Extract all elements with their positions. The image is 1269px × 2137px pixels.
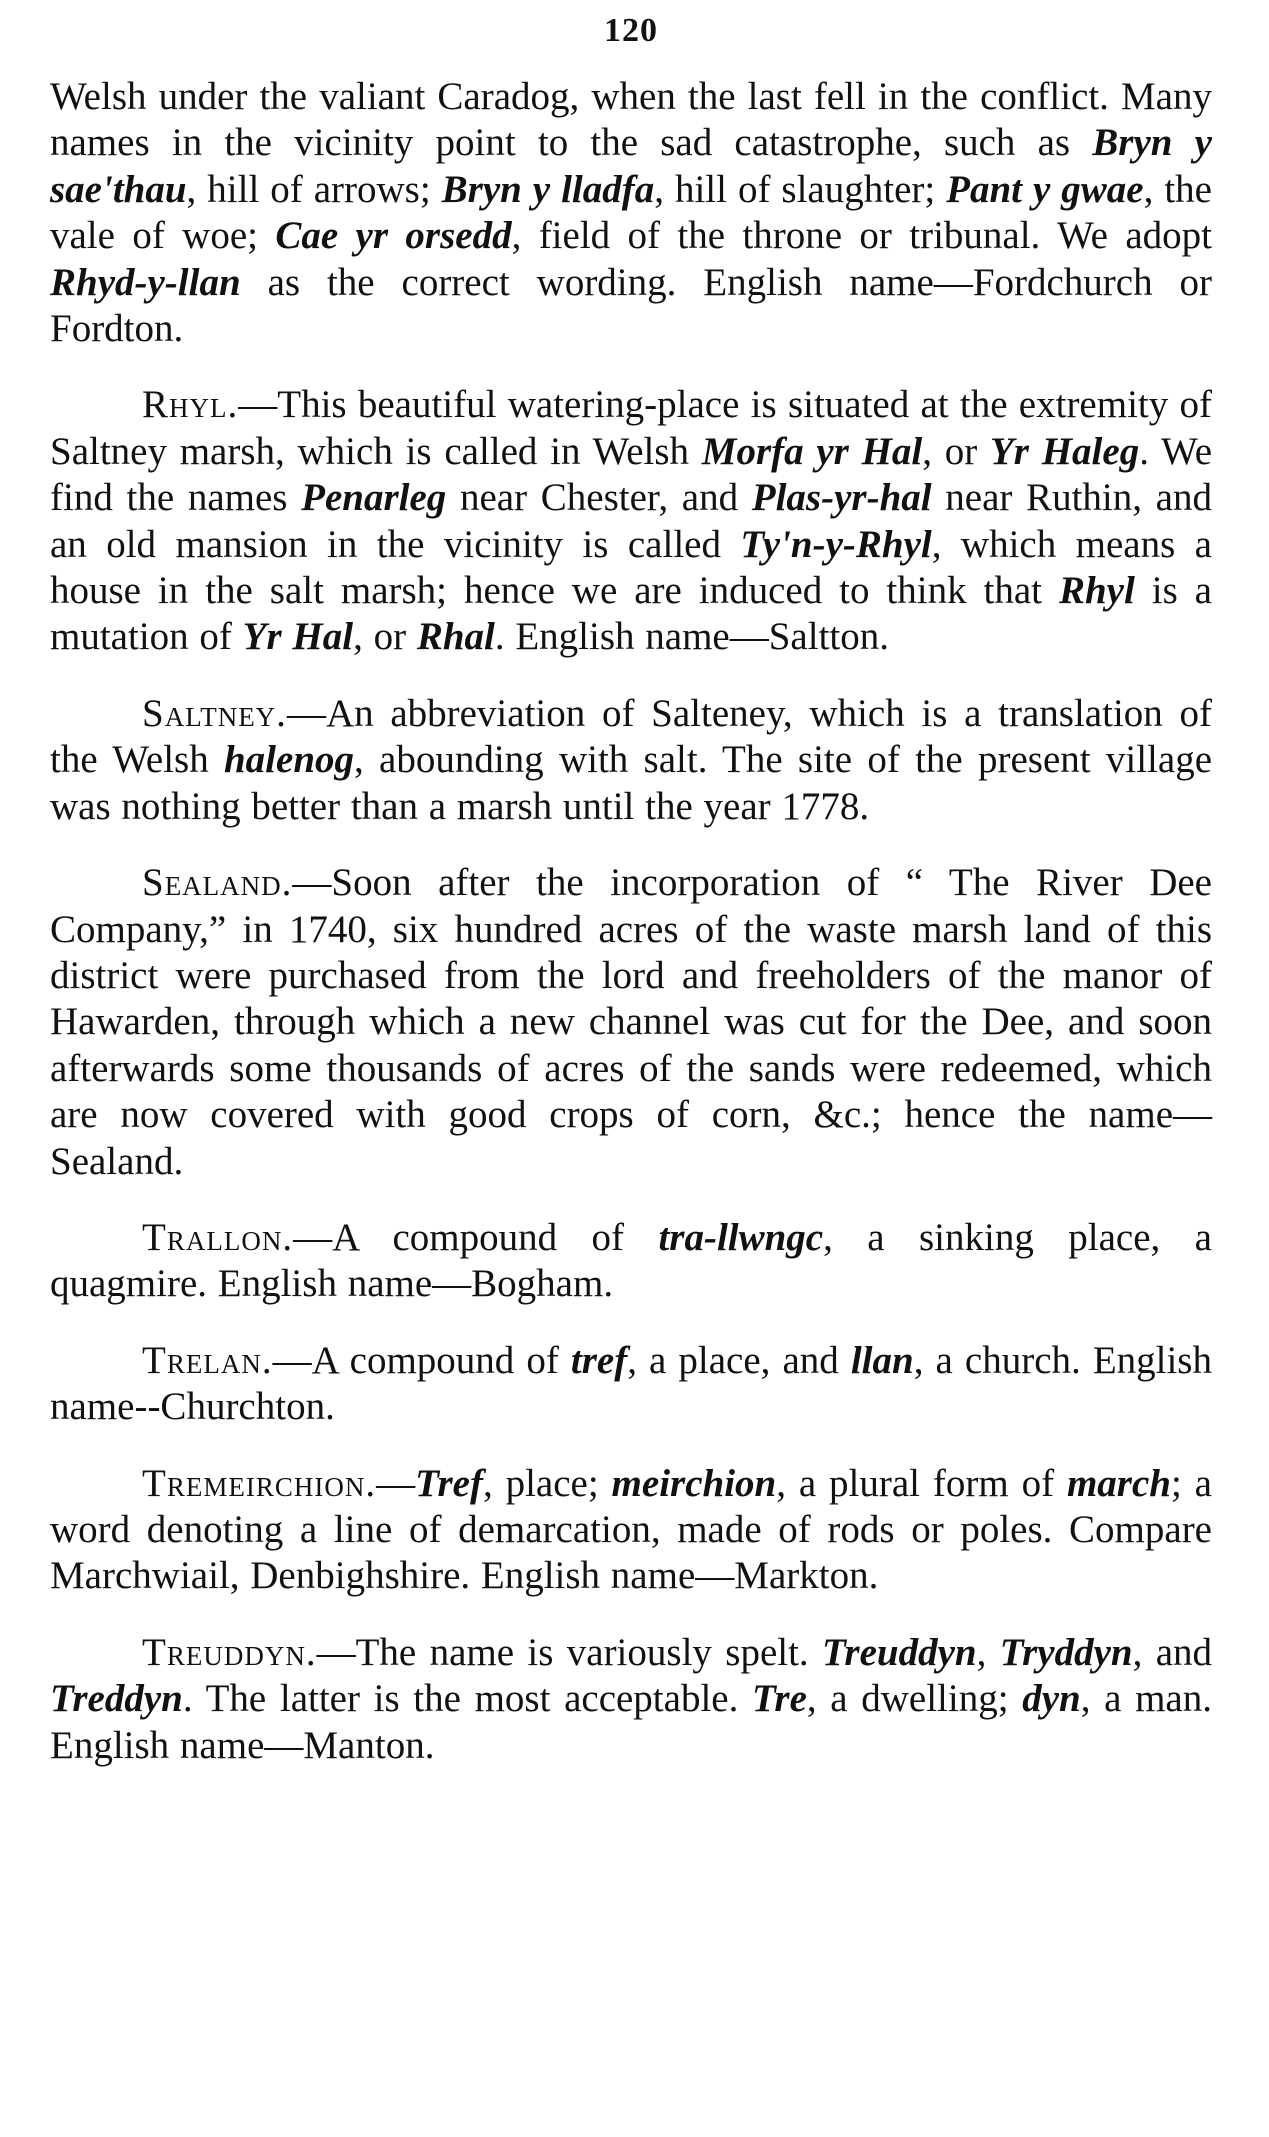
text-run: , hill of arrows; — [186, 167, 442, 211]
text-run: , hill of slaughter; — [654, 167, 947, 211]
italic-term: march — [1066, 1461, 1171, 1505]
italic-term: Tryddyn — [999, 1630, 1133, 1674]
italic-term: Pant y gwae — [946, 167, 1144, 211]
text-run: , a plural form of — [776, 1461, 1067, 1505]
text-run: —A compound of — [293, 1215, 659, 1259]
page-number: 120 — [604, 12, 658, 49]
italic-term: Morfa yr Hal — [701, 429, 923, 473]
italic-term: Treddyn — [50, 1677, 183, 1721]
text-run: —A compound of — [272, 1338, 571, 1382]
entry-heading: Sealand. — [142, 861, 293, 905]
text-run: Welsh under the valiant Caradog, when the last fell in the conflict. Many names in the vicinity point to the sad catastrophe, such as — [50, 75, 1212, 165]
italic-term: llan — [850, 1338, 914, 1382]
italic-term: Tre — [752, 1677, 807, 1721]
text-run: , the vale of woe; — [50, 167, 1212, 258]
italic-term: tref — [570, 1338, 628, 1382]
paragraph — [50, 1338, 1212, 1431]
text-run: , field of the throne or tribunal. We adopt — [511, 214, 1212, 258]
text-run: , or — [922, 429, 990, 473]
text-run: , — [976, 1630, 1000, 1674]
paragraph — [50, 74, 1212, 352]
entry-heading: Rhyl. — [142, 383, 239, 427]
paragraph — [50, 1630, 1212, 1769]
italic-term: Tref — [415, 1461, 483, 1505]
italic-term: Treuddyn — [822, 1630, 977, 1674]
entry-heading: Trallon. — [142, 1215, 294, 1259]
italic-term: meirchion — [611, 1461, 777, 1505]
text-run: . The latter is the most acceptable. — [182, 1677, 753, 1721]
italic-term: Penarleg — [301, 476, 447, 520]
text-run: , a church. English name--Churchton. — [50, 1338, 1212, 1429]
text-run: , a sinking place, a quagmire. English name—Bogham. — [50, 1215, 1212, 1306]
italic-term: Yr Hal — [242, 615, 354, 659]
italic-term: halenog — [223, 738, 355, 782]
entry-heading: Saltney. — [142, 691, 287, 735]
italic-term: Bryn y sae'thau — [50, 121, 1212, 211]
paragraph — [50, 382, 1212, 660]
text-run: —The name is variously spelt. — [316, 1630, 823, 1674]
text-run: , a dwelling; — [806, 1677, 1023, 1721]
entry-heading: Treuddyn. — [142, 1630, 317, 1674]
paragraph — [50, 1461, 1212, 1600]
paragraph — [50, 1215, 1212, 1308]
entry-heading: Tremeirchion. — [142, 1461, 377, 1505]
text-run: , abounding with salt. The site of the present village was nothing better than a marsh until the year 1778. — [50, 738, 1212, 828]
entry-heading: Trelan. — [142, 1338, 273, 1382]
text-run: , and — [1132, 1630, 1212, 1674]
text-run: —Soon after the incorporation of “ The River Dee Company,” in 1740, six hundred acres of the waste marsh land of this district were purchased from the lord and freeholders of the manor of Hawarden, through which a new channel was cut for the Dee, and soon afterwards some thousands of acres of the sands were redeemed, which are now covered with good crops of corn, &c.; hence the name—Sealand. — [50, 861, 1212, 1183]
italic-term: Ty'n-y-Rhyl — [740, 522, 932, 566]
text-run: , place; — [482, 1461, 612, 1505]
text-run: near Chester, and — [446, 476, 752, 520]
italic-term: dyn — [1022, 1677, 1081, 1721]
italic-term: Rhal — [416, 615, 495, 659]
italic-term: Plas-yr-hal — [751, 476, 932, 520]
italic-term: Rhyd-y-llan — [50, 260, 241, 304]
text-run: , a place, and — [627, 1338, 851, 1382]
italic-term: Rhyl — [1058, 569, 1135, 613]
text-run: . English name—Saltton. — [494, 615, 889, 659]
text-run: , or — [353, 615, 417, 659]
text-run: is a mutation of — [50, 569, 1212, 659]
text-run: ; a word denoting a line of demarcation, made of rods or poles. Compare Marchwiail, Denbighshire. English name—Markton. — [50, 1461, 1212, 1598]
italic-term: Yr Haleg — [989, 429, 1140, 473]
italic-term: tra-llwngc — [658, 1215, 824, 1259]
text-run: , which means a house in the salt marsh; hence we are induced to think that — [50, 522, 1212, 613]
text-run: —This beautiful watering-place is situated at the extremity of Saltney marsh, which is called in Welsh — [50, 383, 1212, 473]
paragraph — [50, 691, 1212, 830]
italic-term: Cae yr orsedd — [275, 214, 512, 258]
text-run: , a man. English name—Manton. — [50, 1677, 1212, 1767]
text-run: —An abbreviation of Salteney, which is a translation of the Welsh — [50, 691, 1212, 782]
body-text — [50, 74, 1212, 1769]
text-run: near Ruthin, and an old mansion in the vicinity is called — [50, 476, 1212, 566]
text-run: — — [376, 1461, 416, 1505]
text-run: as the correct wording. English name—Fordchurch or Fordton. — [50, 260, 1212, 351]
paragraph — [50, 860, 1212, 1185]
text-run: . We find the names — [50, 429, 1213, 520]
italic-term: Bryn y lladfa — [441, 167, 655, 211]
